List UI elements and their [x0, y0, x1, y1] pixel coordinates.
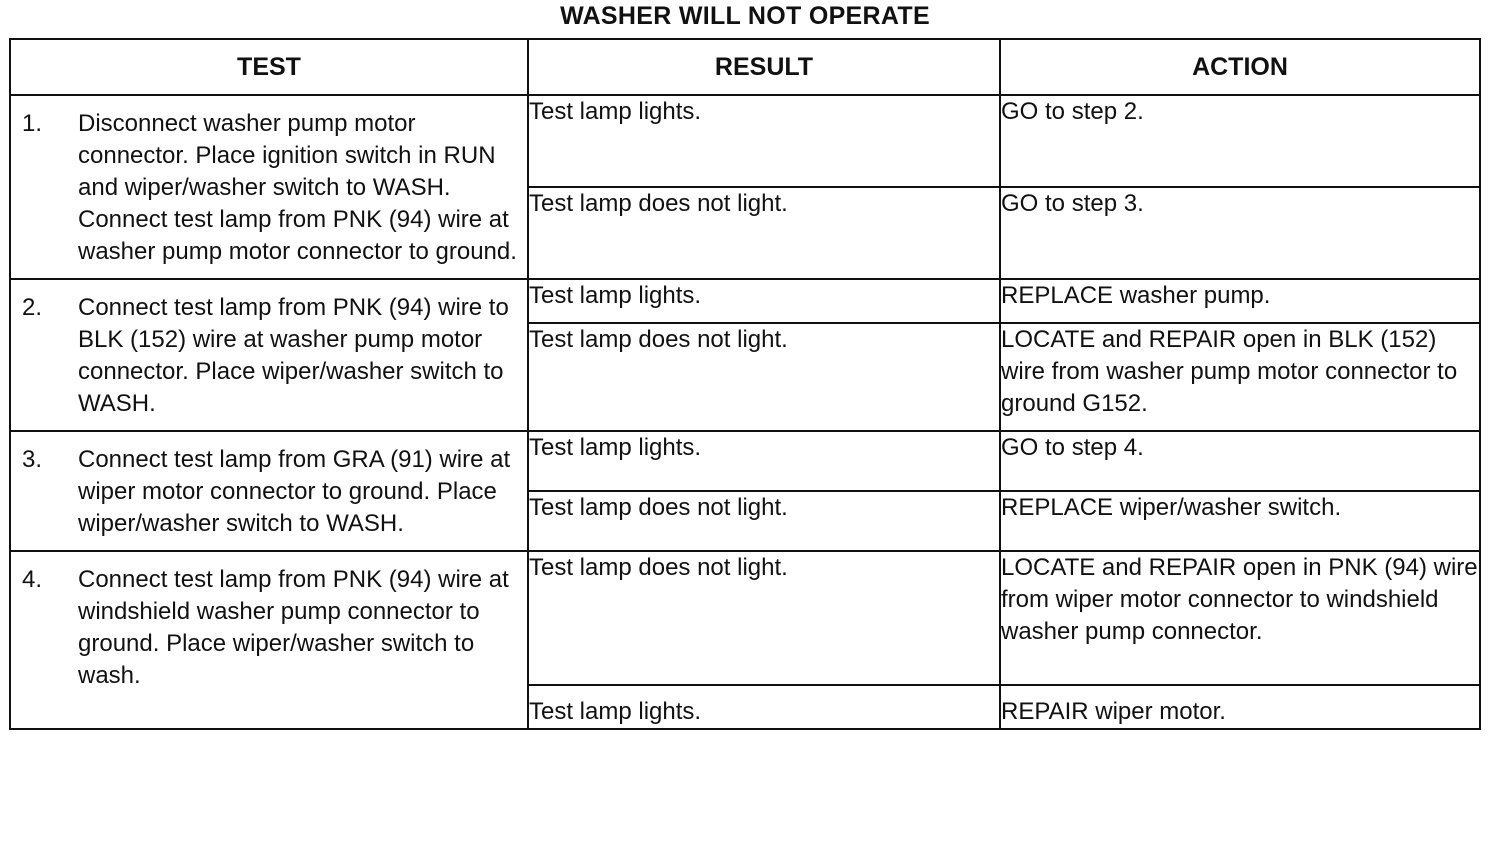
- table-row: [10, 95, 1480, 187]
- test-cell-step-4: [10, 551, 528, 729]
- result-cell: Test lamp does not light.: [528, 187, 1000, 279]
- step-instruction: Disconnect washer pump motor connector. Place ignition switch in RUN and wiper/washer switch to WASH. Connect test lamp from PNK (94) wire at washer pump motor connector to ground.: [78, 110, 517, 265]
- step-instruction: Connect test lamp from PNK (94) wire to BLK (152) wire at washer pump motor connector. Place wiper/washer switch to WASH.: [78, 294, 509, 417]
- result-cell: Test lamp lights.: [528, 685, 1000, 729]
- action-cell: GO to step 4.: [1000, 431, 1480, 491]
- action-cell: GO to step 3.: [1000, 187, 1480, 279]
- result-cell: Test lamp lights.: [528, 279, 1000, 323]
- table-row: [10, 431, 1480, 491]
- step-instruction: Connect test lamp from PNK (94) wire at windshield washer pump connector to ground. Place wiper/washer switch to wash.: [78, 566, 509, 689]
- step-instruction: Connect test lamp from GRA (91) wire at wiper motor connector to ground. Place wiper/washer switch to WASH.: [78, 446, 511, 537]
- diagnostic-table: [9, 38, 1481, 730]
- result-cell: Test lamp does not light.: [528, 551, 1000, 685]
- result-cell: Test lamp does not light.: [528, 491, 1000, 551]
- document-title: WASHER WILL NOT OPERATE: [560, 2, 930, 30]
- action-cell: REPLACE washer pump.: [1000, 279, 1480, 323]
- result-cell: Test lamp lights.: [528, 431, 1000, 491]
- header-result: RESULT: [528, 39, 1000, 95]
- header-test: TEST: [10, 39, 528, 95]
- table-row: [10, 279, 1480, 323]
- step-number: 4.: [22, 566, 43, 593]
- action-cell: REPLACE wiper/washer switch.: [1000, 491, 1480, 551]
- action-cell: GO to step 2.: [1000, 95, 1480, 187]
- step-number: 3.: [22, 446, 43, 473]
- test-cell-step-1: [10, 95, 528, 279]
- step-number: 1.: [22, 110, 43, 137]
- result-cell: Test lamp does not light.: [528, 323, 1000, 431]
- table-row: [10, 551, 1480, 685]
- header-action: ACTION: [1000, 39, 1480, 95]
- header-row: [10, 39, 1480, 95]
- action-cell: LOCATE and REPAIR open in PNK (94) wire from wiper motor connector to windshield washer pump connector.: [1000, 551, 1480, 685]
- action-cell: REPAIR wiper motor.: [1000, 685, 1480, 729]
- action-cell: LOCATE and REPAIR open in BLK (152) wire from washer pump motor connector to ground G152.: [1000, 323, 1480, 431]
- test-cell-step-2: [10, 279, 528, 431]
- step-number: 2.: [22, 294, 43, 321]
- test-cell-step-3: [10, 431, 528, 551]
- result-cell: Test lamp lights.: [528, 95, 1000, 187]
